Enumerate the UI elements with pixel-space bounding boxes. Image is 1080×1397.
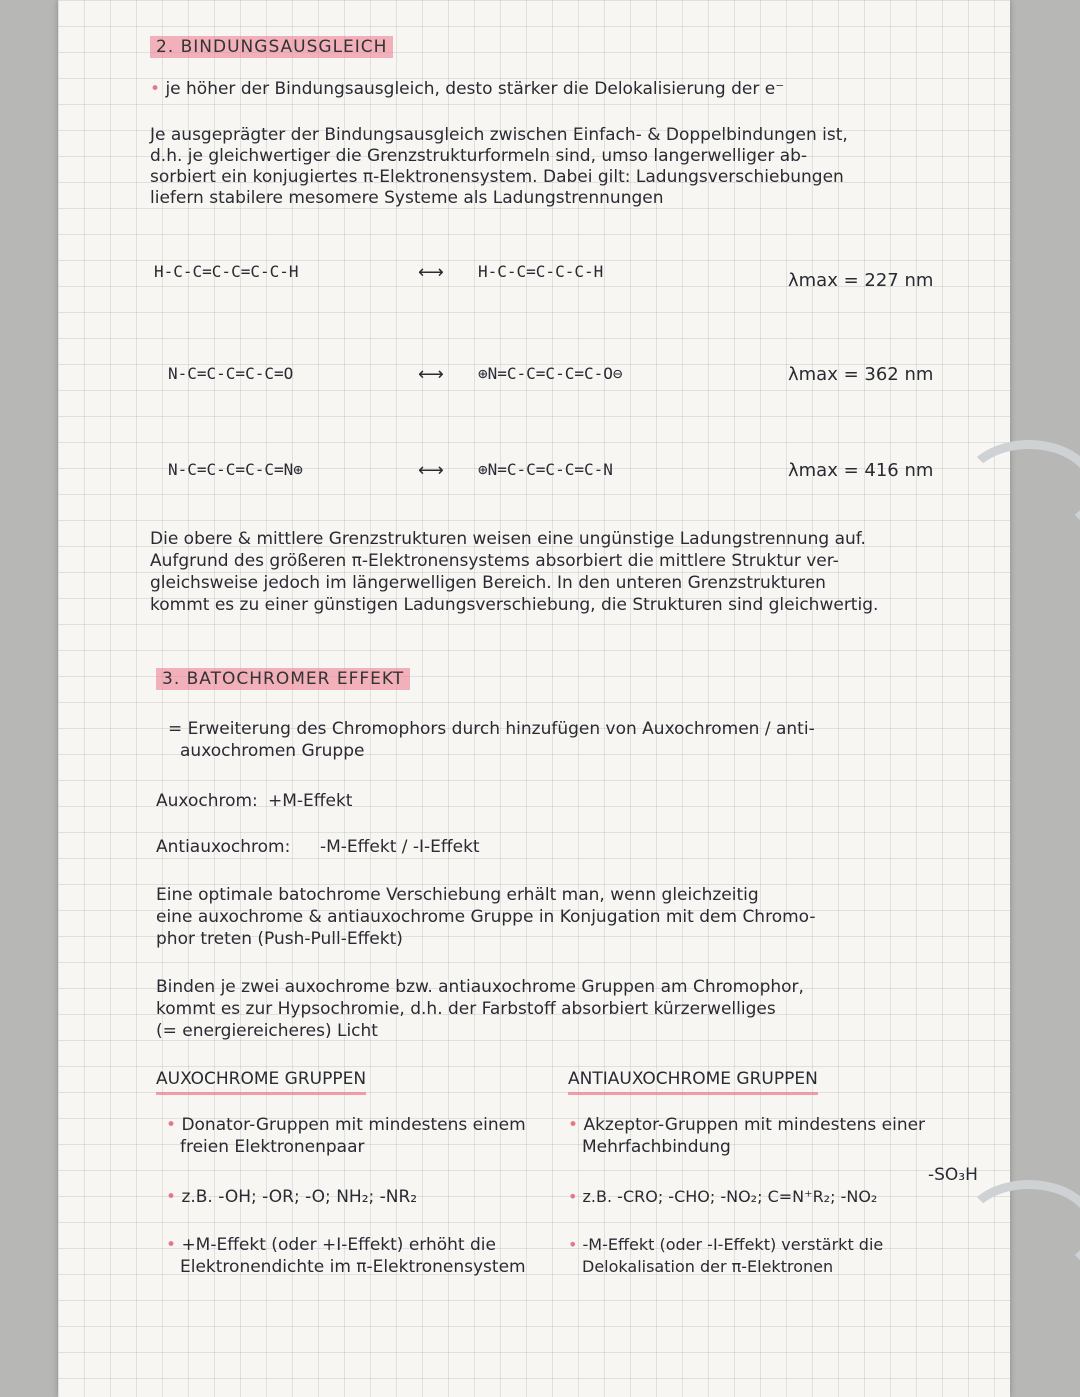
- para-line: liefern stabilere mesomere Systeme als Ladungstrennungen: [150, 188, 664, 208]
- resonance-arrow: ⟷: [418, 262, 444, 283]
- molecule-1-left: H-C-C=C-C=C-C-H: [154, 262, 299, 281]
- antiauxochrom-value: -M-Effekt / -I-Effekt: [320, 837, 480, 857]
- definition-line: = Erweiterung des Chromophors durch hinzufügen von Auxochromen / anti-: [168, 719, 815, 739]
- para-line: d.h. je gleichwertiger die Grenzstrukturformeln sind, umso langerwelliger ab-: [150, 146, 808, 166]
- hypsochromie-line: Binden je zwei auxochrome bzw. antiauxochrome Gruppen am Chromophor,: [156, 977, 804, 997]
- auxo-bullet: • +M-Effekt (oder +I-Effekt) erhöht die: [166, 1234, 496, 1256]
- lambda-max-3: λmax = 416 nm: [788, 460, 934, 481]
- para-line: sorbiert ein konjugiertes π-Elektronensystem. Dabei gilt: Ladungsverschiebungen: [150, 167, 844, 187]
- auxochrom-value: +M-Effekt: [268, 791, 353, 811]
- conclusion-line: Die obere & mittlere Grenzstrukturen weisen eine ungünstige Ladungstrennung auf.: [150, 529, 866, 549]
- molecule-2-left: N-C=C-C=C-C=O: [168, 364, 294, 383]
- anti-bullet-cont: Delokalisation der π-Elektronen: [582, 1257, 834, 1276]
- anti-bullet: • -M-Effekt (oder -I-Effekt) verstärkt die: [568, 1234, 883, 1256]
- anti-extra-group: -SO₃H: [928, 1165, 978, 1185]
- resonance-arrow: ⟷: [418, 460, 444, 481]
- auxochrom-label: Auxochrom:: [156, 791, 258, 811]
- lambda-max-2: λmax = 362 nm: [788, 364, 934, 385]
- para-line: Je ausgeprägter der Bindungsausgleich zwischen Einfach- & Doppelbindungen ist,: [150, 125, 848, 145]
- lambda-max-1: λmax = 227 nm: [788, 270, 934, 291]
- anti-bullet-cont: Mehrfachbindung: [582, 1137, 731, 1157]
- anti-bullet: • Akzeptor-Gruppen mit mindestens einer: [568, 1114, 925, 1136]
- molecule-3-right: ⊕N=C-C=C-C=C-N: [478, 460, 613, 479]
- push-pull-line: eine auxochrome & antiauxochrome Gruppe in Konjugation mit dem Chromo-: [156, 907, 816, 927]
- auxo-bullet-cont: freien Elektronenpaar: [180, 1137, 365, 1157]
- notebook-page: [58, 0, 1010, 1397]
- auxo-bullet-cont: Elektronendichte im π-Elektronensystem: [180, 1257, 526, 1277]
- antiauxochrome-groups-title: ANTIAUXOCHROME GRUPPEN: [568, 1068, 818, 1095]
- anti-bullet: • z.B. -CRO; -CHO; -NO₂; C=N⁺R₂; -NO₂: [568, 1186, 877, 1208]
- section-title-bindungsausgleich: 2. BINDUNGSAUSGLEICH: [150, 36, 393, 58]
- conclusion-line: Aufgrund des größeren π-Elektronensystems absorbiert die mittlere Struktur ver-: [150, 551, 839, 571]
- resonance-arrow: ⟷: [418, 364, 444, 385]
- molecule-3-left: N-C=C-C=C-C=N⊕: [168, 460, 303, 479]
- conclusion-line: gleichsweise jedoch im längerwelligen Bereich. In den unteren Grenzstrukturen: [150, 573, 826, 593]
- molecule-2-right: ⊕N=C-C=C-C=C-O⊖: [478, 364, 623, 383]
- hypsochromie-line: kommt es zur Hypsochromie, d.h. der Farbstoff absorbiert kürzerwelliges: [156, 999, 776, 1019]
- auxo-bullet: • Donator-Gruppen mit mindestens einem: [166, 1114, 526, 1136]
- conclusion-line: kommt es zu einer günstigen Ladungsverschiebung, die Strukturen sind gleichwertig.: [150, 595, 879, 615]
- auxochrome-groups-title: AUXOCHROME GRUPPEN: [156, 1068, 366, 1095]
- antiauxochrom-label: Antiauxochrom:: [156, 837, 291, 857]
- hypsochromie-line: (= energiereicheres) Licht: [156, 1021, 378, 1041]
- section-title-batochromer-effekt: 3. BATOCHROMER EFFEKT: [156, 668, 410, 690]
- molecule-1-right: H-C-C=C-C-C-H: [478, 262, 604, 281]
- push-pull-line: Eine optimale batochrome Verschiebung erhält man, wenn gleichzeitig: [156, 885, 759, 905]
- definition-line: auxochromen Gruppe: [180, 741, 365, 761]
- push-pull-line: phor treten (Push-Pull-Effekt): [156, 929, 403, 949]
- bullet-delokalisierung: • je höher der Bindungsausgleich, desto stärker die Delokalisierung der e⁻: [150, 78, 784, 100]
- auxo-bullet: • z.B. -OH; -OR; -O; NH₂; -NR₂: [166, 1186, 417, 1208]
